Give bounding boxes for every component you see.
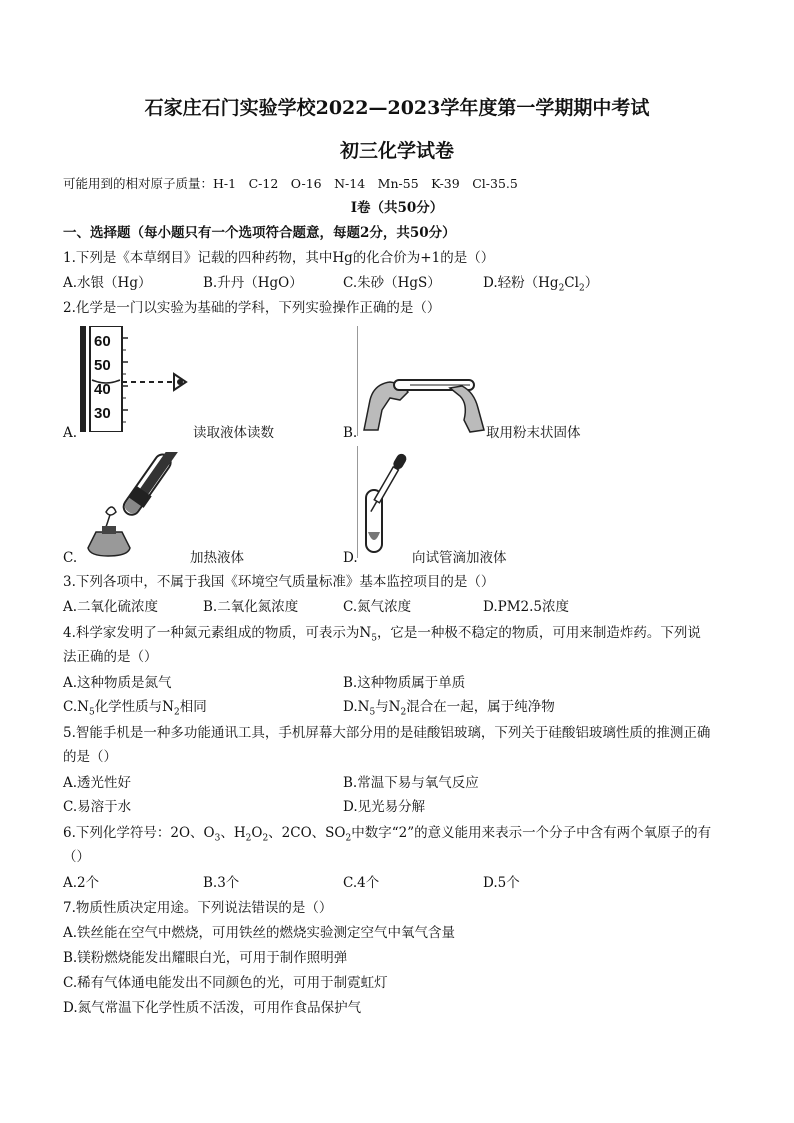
question-4-option-b: B.这种物质属于单质 [343, 675, 466, 691]
question-3-option-b: B.二氧化氮浓度 [203, 599, 299, 615]
exam-title: 石家庄石门实验学校2022—2023学年度第一学期期中考试 [144, 97, 650, 119]
question-1-option-a: A.水银（Hg） [63, 275, 152, 291]
question-2-option-a-letter: A. [63, 425, 78, 441]
heating-liquid-figure [82, 452, 192, 558]
cylinder-reading-figure [76, 326, 196, 432]
question-1-option-c: C.朱砂（HgS） [343, 275, 441, 291]
tick-label-60: 60 [94, 333, 111, 350]
question-7-option-b: B.镁粉燃烧能发出耀眼白光，可用于制作照明弹 [63, 950, 348, 966]
question-7-option-c: C.稀有气体通电能发出不同颜色的光，可用于制霓虹灯 [63, 975, 388, 991]
question-7-stem: 7.物质性质决定用途。下列说法错误的是（） [63, 900, 333, 916]
question-4-option-c: $C.N_5$化学性质与$N_2$相同 [63, 699, 207, 718]
atomic-masses: 可能用到的相对原子质量：H-1 C-12 O-16 N-14 Mn-55 K-39 Cl-35.5 [63, 176, 518, 191]
question-7-option-d: D.氮气常温下化学性质不活泼，可用作食品保护气 [63, 1000, 362, 1016]
question-2-option-c-letter: C. [63, 550, 78, 566]
question-7-option-a: A.铁丝能在空气中燃烧，可用铁丝的燃烧实验测定空气中氧气含量 [63, 925, 456, 941]
question-3-option-d: D.PM2.5浓度 [483, 599, 570, 615]
question-2-option-a-caption: 读取液体读数 [193, 425, 274, 441]
question-4-option-d: $D.N_5$与$N_2$混合在一起，属于纯净物 [343, 699, 555, 718]
question-5-option-b: B.常温下易与氧气反应 [343, 775, 479, 791]
question-2-option-b-caption: 取用粉末状固体 [486, 425, 581, 441]
figure-divider-lower [357, 446, 358, 558]
question-6-stem-line-2: （） [63, 849, 90, 865]
question-3-stem: 3.下列各项中，不属于我国《环境空气质量标准》基本监控项目的是（） [63, 574, 495, 590]
question-5-stem-line-1: 5.智能手机是一种多功能通讯工具，手机屏幕大部分用的是硅酸铝玻璃，下列关于硅酸铝玻璃性质的推测正确 [63, 725, 711, 741]
exam-subtitle: 初三化学试卷 [339, 140, 454, 162]
question-2-option-c-caption: 加热液体 [190, 550, 244, 566]
question-1-option-d: D.轻粉$(Hg_2Cl_2)$ [483, 275, 599, 294]
question-2-option-d-letter: D. [343, 550, 358, 566]
question-2-option-b-letter: B. [343, 425, 358, 441]
question-4-option-a: A.这种物质是氮气 [63, 675, 172, 691]
question-1-stem: 1.下列是《本草纲目》记载的四种药物，其中Hg的化合价为+1的是（） [63, 250, 495, 266]
question-3-option-a: A.二氧化硫浓度 [63, 599, 159, 615]
question-2-option-d-caption: 向试管滴加液体 [412, 550, 507, 566]
question-5-option-d: D.见光易分解 [343, 799, 426, 815]
question-2-stem: 2.化学是一门以实验为基础的学科，下列实验操作正确的是（） [63, 300, 441, 316]
tick-label-30: 30 [94, 405, 111, 422]
question-5-option-a: A.透光性好 [63, 775, 132, 791]
question-6-option-a: A.2个 [63, 875, 100, 891]
dropper-figure [362, 450, 412, 558]
figure-divider [357, 326, 358, 436]
question-6-option-d: D.5个 [483, 875, 520, 891]
question-6-option-b: B.3个 [203, 875, 240, 891]
question-3-option-c: C.氮气浓度 [343, 599, 412, 615]
tick-label-40: 40 [94, 381, 111, 398]
section-heading: 一、选择题（每小题只有一个选项符合题意，每题2分，共50分） [63, 225, 456, 241]
question-4-stem-line-2: 法正确的是（） [63, 649, 158, 665]
question-1-option-b: B.升丹（HgO） [203, 275, 303, 291]
question-5-stem-line-2: 的是（） [63, 749, 117, 765]
powder-taking-figure [360, 370, 490, 436]
volume-heading: I卷（共50分） [350, 200, 444, 216]
question-5-option-c: C.易溶于水 [63, 799, 132, 815]
question-6-stem-line-1: 6.下列化学符号：2O、$O_3$、$H_2O_2$、2CO、$SO_2$中数字“2”的意义能用来表示一个分子中含有两个氧原子的有 [63, 825, 712, 844]
question-4-stem-line-1: 4.科学家发明了一种氮元素组成的物质，可表示为$N_5$，它是一种极不稳定的物质，可用来制造炸药。下列说 [63, 625, 701, 644]
tick-label-50: 50 [94, 357, 111, 374]
question-6-option-c: C.4个 [343, 875, 380, 891]
